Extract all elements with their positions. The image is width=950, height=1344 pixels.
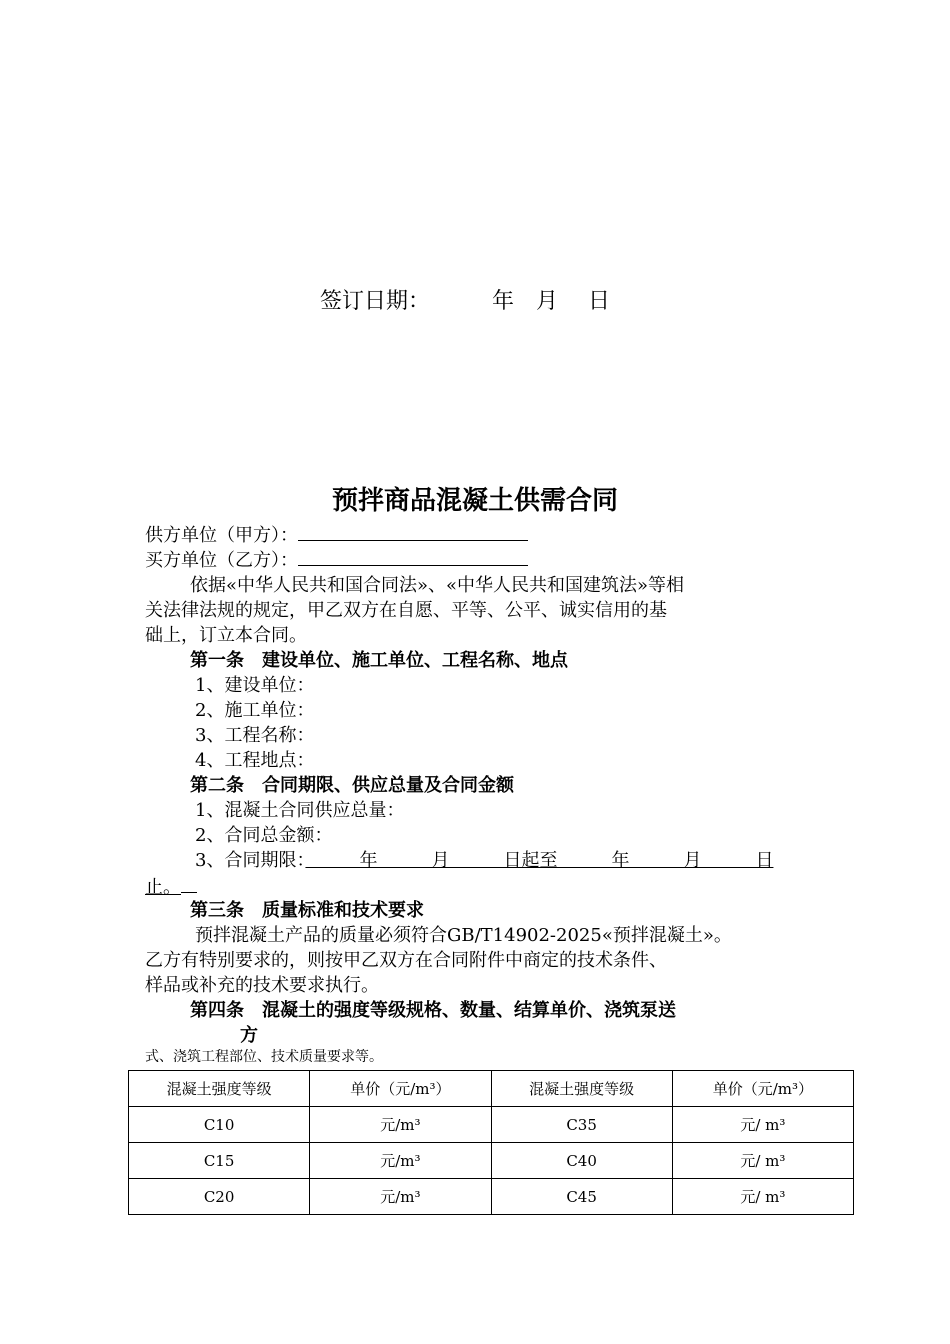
article2-item: 2、合同总金额： [195, 825, 333, 846]
table-cell[interactable]: 元/m³ [310, 1143, 491, 1179]
article3-text-3: 样品或补充的技术要求执行。 [145, 975, 379, 996]
contract-title: 预拌商品混凝土供需合同 [331, 486, 618, 516]
article1-item: 4、工程地点： [195, 750, 315, 771]
sign-date-label: 签订日期： [320, 289, 431, 314]
party-a-label: 供方单位（甲方）： [145, 525, 298, 546]
table-cell: C45 [491, 1179, 672, 1215]
article1-heading: 第一条 建设单位、施工单位、工程名称、地点 [190, 650, 568, 671]
article3-text-1: 预拌混凝土产品的质量必须符合GB/T14902-2025«预拌混凝土»。 [195, 925, 732, 946]
period-end-underline [181, 874, 197, 893]
period-end-text: 止。 [145, 877, 181, 898]
article4-heading-1: 第四条 混凝土的强度等级规格、数量、结算单价、浇筑泵送 [190, 1000, 676, 1021]
sign-date-day: 日 [588, 289, 611, 314]
party-a-line [145, 522, 528, 548]
article3-heading: 第三条 质量标准和技术要求 [190, 900, 424, 921]
period-end [145, 874, 197, 900]
intro-line-3: 础上，订立本合同。 [145, 625, 307, 646]
strength-price-table [128, 1070, 854, 1215]
table-cell: C40 [491, 1143, 672, 1179]
table-cell: C15 [129, 1143, 310, 1179]
table-header-cell: 混凝土强度等级 [129, 1071, 310, 1107]
table-cell[interactable]: 元/m³ [310, 1107, 491, 1143]
article1-item: 1、建设单位： [195, 675, 315, 696]
party-b-label: 买方单位（乙方）： [145, 550, 298, 571]
sign-date [320, 284, 610, 315]
table-header-row [129, 1071, 854, 1107]
table-header-cell: 单价（元/m³） [672, 1071, 853, 1107]
article2-item: 1、混凝土合同供应总量： [195, 800, 405, 821]
table-row [129, 1107, 854, 1143]
article2-period [195, 849, 773, 873]
table-cell: C10 [129, 1107, 310, 1143]
sign-date-month: 月 [536, 289, 559, 314]
party-b-blank[interactable] [298, 547, 528, 566]
party-a-blank[interactable] [298, 522, 528, 541]
party-b-line [145, 547, 528, 573]
table-cell[interactable]: 元/ m³ [672, 1179, 853, 1215]
table-header-cell: 混凝土强度等级 [491, 1071, 672, 1107]
intro-line-1: 依据«中华人民共和国合同法»、«中华人民共和国建筑法»等相 [190, 575, 685, 596]
table-cell[interactable]: 元/m³ [310, 1179, 491, 1215]
table-cell: C35 [491, 1107, 672, 1143]
period-label: 3、合同期限： [195, 850, 306, 871]
table-row [129, 1179, 854, 1215]
intro-line-2: 关法律法规的规定，甲乙双方在自愿、平等、公平、诚实信用的基 [145, 600, 667, 621]
table-cell[interactable]: 元/ m³ [672, 1107, 853, 1143]
table-row [129, 1143, 854, 1179]
sign-date-year: 年 [492, 289, 515, 314]
period-value[interactable]: 年 月 日起至 年 月 日 [305, 850, 774, 871]
table-cell[interactable]: 元/ m³ [672, 1143, 853, 1179]
article4-continuation: 式、浇筑工程部位、技术质量要求等。 [145, 1049, 383, 1065]
article3-text-2: 乙方有特别要求的，则按甲乙双方在合同附件中商定的技术条件、 [145, 950, 667, 971]
article1-item: 3、工程名称： [195, 725, 315, 746]
article2-heading: 第二条 合同期限、供应总量及合同金额 [190, 775, 514, 796]
article4-heading-2: 方 [240, 1025, 258, 1046]
table-cell: C20 [129, 1179, 310, 1215]
article1-item: 2、施工单位： [195, 700, 315, 721]
table-header-cell: 单价（元/m³） [310, 1071, 491, 1107]
